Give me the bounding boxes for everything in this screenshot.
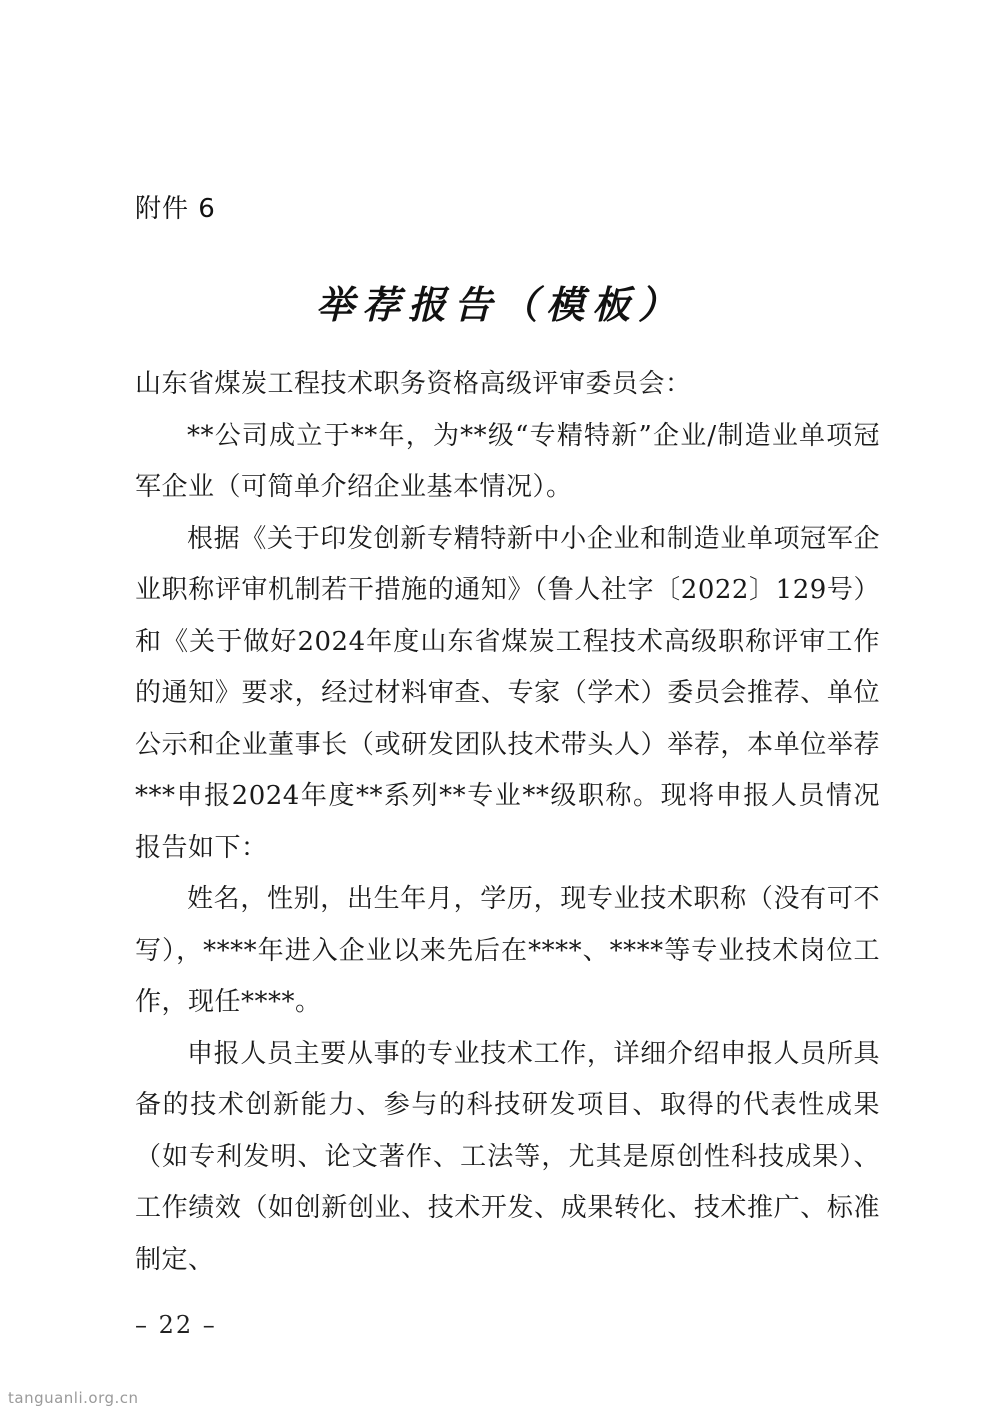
document-body [135, 359, 880, 1286]
paragraph-company-intro: **公司成立于**年，为**级“专精特新”企业/制造业单项冠军企业（可简单介绍企业基本情况）。 [135, 420, 880, 502]
document-title: 举荐报告（模板） [315, 282, 684, 327]
paragraph-applicant-info: 姓名，性别，出生年月，学历，现专业技术职称（没有可不写），****年进入企业以来先后在****、****等专业技术岗位工作，现任****。 [135, 884, 880, 1017]
paragraph-applicant-work: 申报人员主要从事的专业技术工作，详细介绍申报人员所具备的技术创新能力、参与的科技研发项目、取得的代表性成果（如专利发明、论文著作、工法等，尤其是原创性科技成果）、工作绩效（如创新创业、技术开发、成果转化、技术推广、标准制定、 [135, 1038, 880, 1275]
attachment-label: 附件 6 [135, 194, 216, 224]
paragraph-basis: 根据《关于印发创新专精特新中小企业和制造业单项冠军企业职称评审机制若干措施的通知》（鲁人社字〔2022〕129号）和《关于做好2024年度山东省煤炭工程技术高级职称评审工作的通知》要求，经过材料审查、专家（学术）委员会推荐、单位公示和企业董事长（或研发团队技术带头人）举荐，本单位举荐***申报2024年度**系列**专业**级职称。现将申报人员情况报告如下： [135, 523, 880, 863]
watermark: tanguanli.org.cn [8, 1389, 139, 1407]
salutation: 山东省煤炭工程技术职务资格高级评审委员会： [135, 369, 692, 399]
page-number: – 22 – [135, 1311, 217, 1339]
